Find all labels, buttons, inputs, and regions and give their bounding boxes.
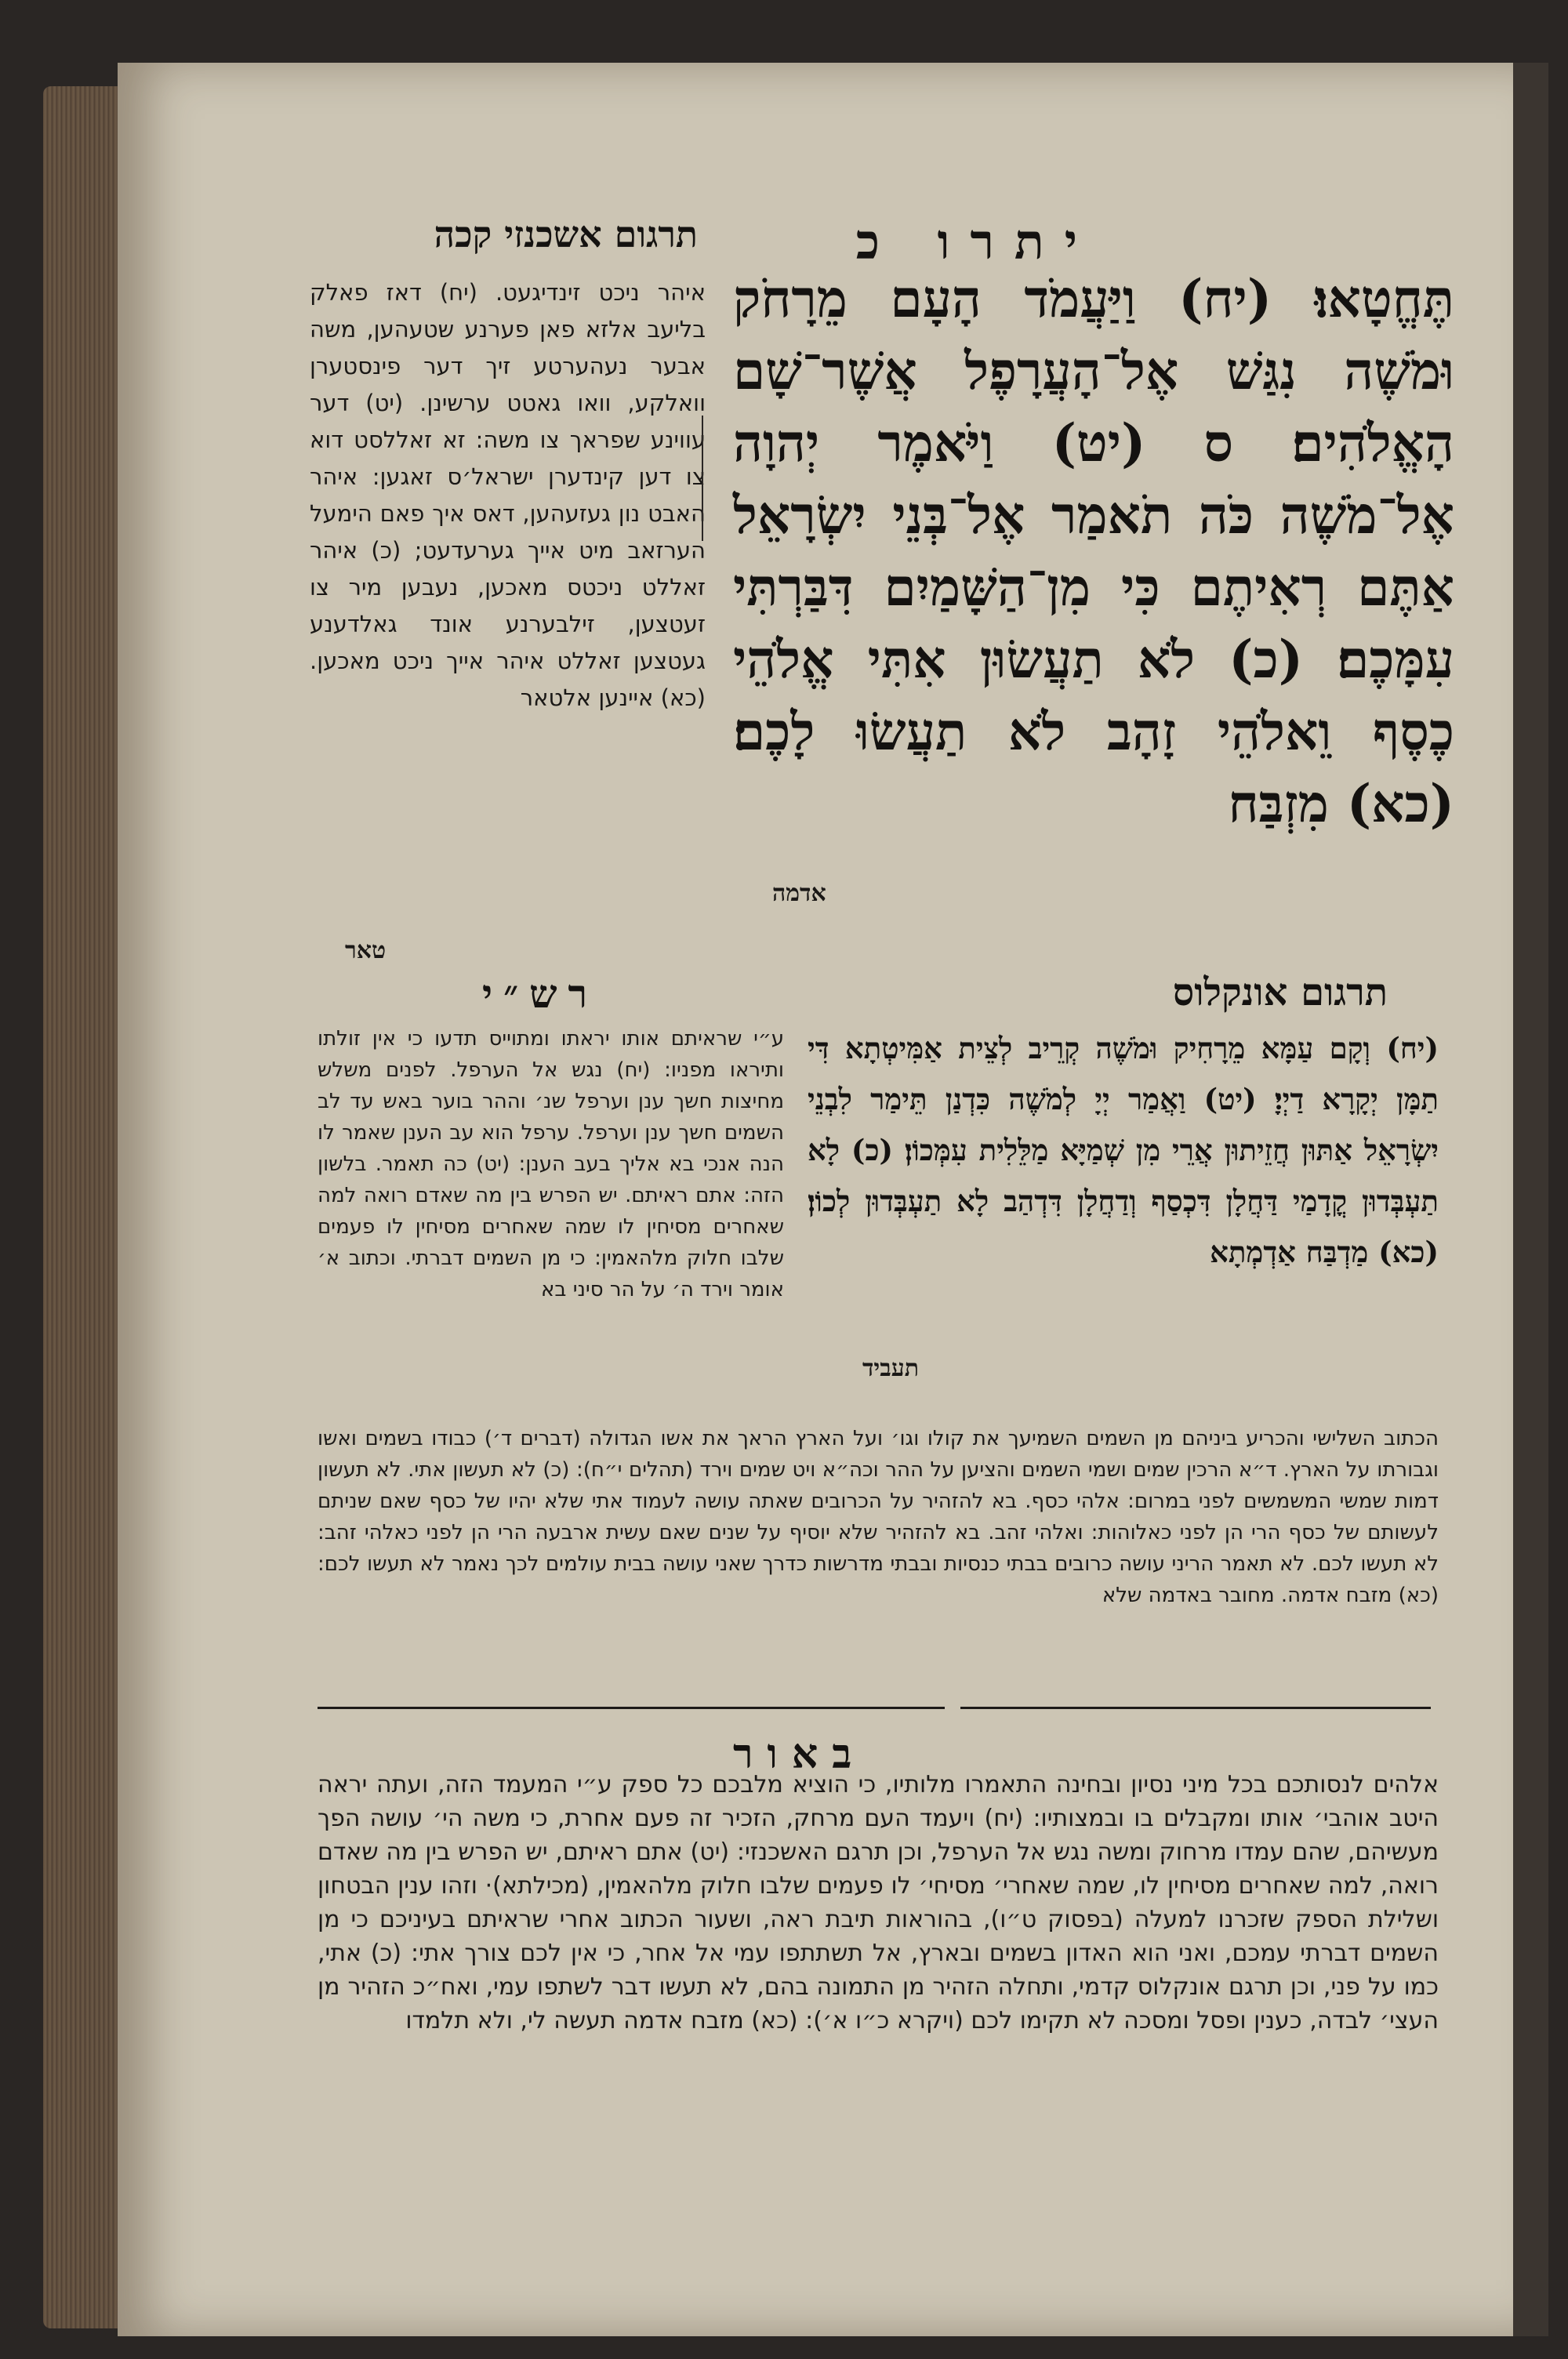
rashi-continuation: הכתוב השלישי והכריע ביניהם מן השמים השמיעך את קולו וגו׳ ועל הארץ הראך את אשו הגדולה (דברים ד׳) כבודו בשמים ואשו וגבורתו על הארץ. ד״א הרכין שמים ושמי השמים והציען על ההר וכה״א ויט שמים וירד (תהלים י״ח): (כ) לא תעשון אתי. לא תעשון דמות שמשי המשמשים לפני במרום: אלהי כסף. בא להזהיר על הכרובים שאתה עושה לעמוד אתי שלא יהיו של כסף שאם שניתם לעשותם של כסף הרי הן לפני כאלוהות: ואלהי זהב. בא להזהיר שלא יוסיף על שנים שאם עשית ארבעה הרי הן לפני כאלהי זהב: לא תעשו לכם. לא תאמר הריני עושה כרובים בבתי כנסיות ובבתי מדרשות כדרך שאני עושה בבית עולמים לכך נאמר לא תעשו לכם: (כא) מזבח אדמה. מחובר באדמה שלא (318, 1427, 1439, 1607)
book-right-edge (1513, 63, 1548, 2336)
divider-rule-right (960, 1707, 1431, 1709)
running-header-parasha: יתרו כ (855, 213, 1098, 270)
torah-text: תֶּחֱטָאוּ׃ (יח) וַיַּעֲמֹד הָעָם מֵרָחֹק וּמֹשֶׁה נִגַּשׁ אֶל־הָעֲרָפֶל אֲשֶׁר־שָׁם הָאֱלֹהִים׃ ס (יט) וַיֹּאמֶר יְהוָה אֶל־מֹשֶׁה כֹּה תֹאמַר אֶל־בְּנֵי יִשְׂרָאֵל אַתֶּם רְאִיתֶם כִּי מִן־הַשָּׁמַיִם דִּבַּרְתִּי עִמָּכֶם׃ (כ) לֹא תַעֲשׂוּן אִתִּי אֱלֹהֵי כֶסֶף וֵאלֹהֵי זָהָב לֹא תַעֲשׂוּ לָכֶם׃ (כא) מִזְבַּח (733, 268, 1454, 834)
running-header-translation: תרגום אשכנזי קכה (434, 213, 698, 256)
onkelos-catchword: תעביד (862, 1355, 920, 1382)
book-page-edges (43, 86, 129, 2328)
margin-note (702, 416, 730, 541)
rashi-title: רש״י (482, 971, 599, 1017)
translation-catchword: טאר (345, 937, 387, 964)
onkelos-title: תרגום אונקלוס (1172, 971, 1388, 1014)
divider-rule-left (318, 1707, 945, 1709)
rashi-text: ע״י שראיתם אותו יראתו ומתוייס תדעו כי אין זולתו ותיראו מפניו: (יח) נגש אל הערפל. לפנים משלש מחיצות חשך ענן וערפל שנ׳ וההר בוער באש עד לב השמים חשך ענן וערפל. ערפל הוא עב הענן שאמר לו הנה אנכי בא אליך בעב הענן: (יט) כה תאמר. בלשון הזה: אתם ראיתם. יש הפרש בין מה שאדם רואה למה שאחרים מסיחין לו שמה שאחרים מסיחין לו פעמים שלבו חלוק מלהאמין: כי מן השמים דברתי. וכתוב א׳ אומר וירד ה׳ על הר סיני בא (318, 1027, 784, 1301)
beur-text: אלהים לנסותכם בכל מיני נסיון ובחינה התאמרו מלותיו, כי הוציא מלבכם כל ספק ע״י המעמד הזה, ועתה יראה היטב אוהבי׳ אותו ומקבלים בו ובמצותיו: (יח) ויעמד העם מרחק, הזכיר זה פעם אחרת, כי משה הי׳ עושה הפך מעשיהם, שהם עמדו מרחוק ומשה נגש אל הערפל, וכן תרגם האשכנזי: (יט) אתם ראיתם, יש הפרש בין מה שאדם רואה, למה שאחרים מסיחין לו, שמה שאחרי׳ מסיחי׳ לו פעמים שלבו חלוק מלהאמין, (מכילתא)· וזהו ענין הבטחון ושלילת הספק שזכרנו למעלה (בפסוק ט״ו), בהוראות תיבת ראה, ושעור הכתוב אחרי שראיתם בעיניכם כי מן השמים דברתי עמכם, ואני הוא האדון בשמים ובארץ, אל תשתתפו עמי אל אחר, כי אין לכם צורך אתי: (כ) אתי, כמו על פני, וכן תרגם אונקלוס קדמי, ותחלה הזהיר מן התמונה בהם, לא תעשו דבר לשתפו עמי, ואח״כ הזהיר מן העצי׳ לבדה, כענין ופסל ומסכה לא תקימו לכם (ויקרא כ״ו א׳): (כא) מזבח אדמה תעשה לי, ולא תלמדו (318, 1771, 1439, 2034)
beur-title: באור (733, 1730, 866, 1778)
torah-catchword: אדמה (772, 880, 826, 907)
german-translation-column: איהר ניכט זינדיגעט. (יח) דאז פאלק בליעב אלזא פאן פערנע שטעהען, משה אבער נעהערטע זיך דער פינסטערן וואלקע, וואו גאטט ערשינן. (יט) דער עווינע שפראך צו משה: זא זאללסט דוא צו דען קינדערן ישראל׳ס זאגען: איהר האבט נון געזעהען, דאס איך פאם הימעל הערזאב מיט אייך גערעדעט; (כ) איהר זאללט ניכטס מאכען, נעבען מיר צו זעטצען, זילבערנע אונד גאלדענע געטצען זאללט איהר אייך ניכט מאכען. (כא) איינען אלטאר (310, 279, 706, 711)
onkelos-text: (יח) וְקָם עַמָּא מֵרָחִיק וּמֹשֶׁה קְרֵיב לְצֵית אַמִּיטְתָא דִּי תַמָּן יְקָרָא דַיְיָ׃ (יט) וַאֲמַר יְיָ לְמֹשֶׁה כִּדְנַן תֵּימַר לִבְנֵי יִשְׂרָאֵל אַתּוּן חֲזֵיתוּן אֲרֵי מִן שְׁמַיָּא מַלֵּלִית עִמְּכוֹן׃ (כ) לָא תַעְבְּדוּן קֳדָמַי דַּחֲלָן דִּכְסַף וְדַחֲלָן דִּדְהַב לָא תַעְבְּדוּן לְכוֹן׃ (כא) מַדְבַּח אַדְמְתָא (808, 1031, 1439, 1269)
